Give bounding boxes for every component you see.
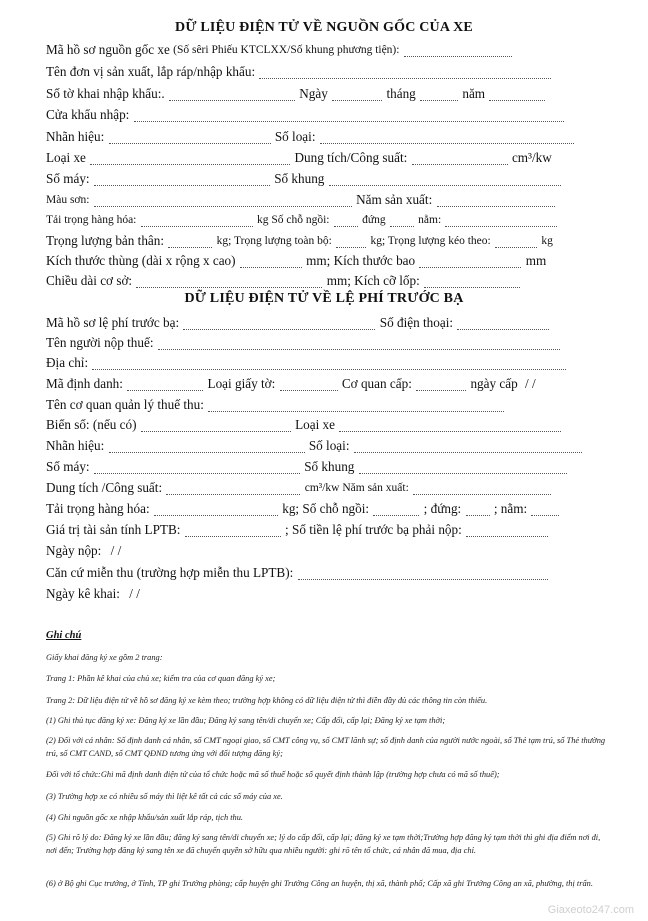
field-co-quan-cap[interactable] [416, 376, 466, 391]
field-thang[interactable] [420, 86, 458, 101]
section1-title: DỮ LIỆU ĐIỆN TỬ VỀ NGUỒN GỐC CỦA XE [175, 20, 473, 35]
field-chieu-dai-co-so[interactable] [136, 273, 322, 288]
field-so-may-lptb[interactable] [94, 459, 300, 474]
field-so-to-khai[interactable] [169, 86, 295, 101]
note-line: (1) Ghi thủ tục đăng ký xe: Đăng ký xe lần đầu; Đăng ký sang tên/di chuyển xe; Cấp đổi, cấp lại; Đăng ký xe tạm thời; [46, 716, 446, 725]
field-nam-san-xuat-lptb[interactable] [413, 480, 551, 495]
field-kich-thuoc-bao[interactable] [419, 253, 521, 268]
field-so-khung[interactable] [329, 171, 561, 186]
field-ten-don-vi[interactable] [259, 64, 551, 79]
row-bien-so: Biển số: (nếu có) Loại xe [46, 415, 586, 435]
row-mau-son: Màu sơn: Năm sản xuất: [46, 190, 586, 210]
field-dung[interactable] [390, 212, 414, 227]
note-line: (5) Ghi rõ lý do: Đăng ký xe lần đầu; đăng ký sang tên/di chuyển xe; lý do cấp đổi, cấp lại; đăng ký xe tạm thời;Trường hợp đăng ký tạm thời thì ghi địa điểm nơi đi, nơi đến; Trường hợp đăng ký sang tên xe đã chuyển quyền sở hữu qua nhiều người: ghi rõ tên tổ chức, cá nhân đã mua, địa chỉ. [46, 833, 601, 855]
field-nam-cho[interactable] [445, 212, 557, 227]
field-trong-luong-toan-bo[interactable] [336, 233, 366, 248]
note-line: (2) Đối với cá nhân: Số định danh cá nhân, số CMT ngoại giao, số CMT công vụ, số CMT lãnh sự; số định danh của người nước ngoài, số Thẻ tạm trú, số Thẻ thường trú, số CMT CAND, số CMT QĐND tương ứng với đối tượng đăng ký; [46, 736, 606, 758]
row-so-may: Số máy: Số khung [46, 169, 586, 189]
field-ngay[interactable] [332, 86, 382, 101]
field-dung-lptb[interactable] [466, 501, 490, 516]
field-can-cu[interactable] [298, 565, 548, 580]
row-ten-nguoi-nop: Tên người nộp thuế: [46, 333, 586, 353]
note-line: (6) ở Bộ ghi Cục trưởng, ở Tỉnh, TP ghi Trưởng phòng; cấp huyện ghi Trưởng Công an huyện, thị xã, thành phố; Cấp xã ghi Trưởng Công an xã, phường, thị trấn. [46, 879, 593, 888]
note-line: Đối với tổ chức:Ghi mã định danh điện tử của tổ chức hoặc mã số thuế hoặc số quyết định thành lập (trường hợp chưa có mã số thuế); [46, 770, 500, 779]
row-ten-co-quan-thue: Tên cơ quan quản lý thuế thu: [46, 395, 586, 415]
row-kich-thuoc-thung: Kích thước thùng (dài x rộng x cao) mm; Kích thước bao mm [46, 253, 547, 268]
field-ma-ho-so-lptb[interactable] [183, 315, 375, 330]
field-so-cho-lptb[interactable] [373, 501, 419, 516]
field-nhan-hieu-lptb[interactable] [109, 438, 305, 453]
row-trong-luong: Trọng lượng bản thân: kg; Trọng lượng toàn bộ: kg; Trọng lượng kéo theo: kg [46, 233, 553, 248]
field-so-loai-lptb[interactable] [354, 438, 582, 453]
note-line: Giấy khai đăng ký xe gồm 2 trang: [46, 653, 163, 662]
field-kich-co-lop[interactable] [424, 273, 520, 288]
row-ma-ho-so: Mã hồ sơ nguồn gốc xe (Số sêri Phiếu KTCLXX/Số khung phương tiện): [46, 40, 586, 60]
row-dia-chi: Địa chỉ: [46, 353, 586, 373]
field-so-khung-lptb[interactable] [359, 459, 567, 474]
field-so-tien[interactable] [466, 522, 548, 537]
field-ten-co-quan-thue[interactable] [208, 397, 504, 412]
field-bien-so[interactable] [141, 417, 291, 432]
field-tai-trong-lptb[interactable] [154, 501, 278, 516]
field-cua-khau[interactable] [134, 107, 564, 122]
field-dung-tich-lptb[interactable] [166, 480, 300, 495]
field-nam-san-xuat[interactable] [437, 192, 555, 207]
field-nhan-hieu[interactable] [109, 129, 271, 144]
row-tai-trong: Tải trọng hàng hóa: kg Số chỗ ngồi: đứng nằm: [46, 210, 586, 230]
field-ten-nguoi-nop[interactable] [158, 335, 560, 350]
field-ngay-nop[interactable]: / / [110, 543, 122, 558]
row-chieu-dai-co-so: Chiều dài cơ sở: mm; Kích cỡ lốp: [46, 271, 586, 291]
row-dung-tich-lptb: Dung tích /Công suất: cm³/kw Năm sản xuất: [46, 478, 586, 498]
field-tai-trong[interactable] [141, 212, 253, 227]
field-gia-tri[interactable] [185, 522, 281, 537]
field-loai-xe[interactable] [90, 150, 290, 165]
watermark: Giaxeoto247.com [547, 904, 634, 916]
field-ngay-ke-khai[interactable]: / / [129, 586, 140, 601]
row-tai-trong-lptb: Tải trọng hàng hóa: kg; Số chỗ ngồi: ; đứng: ; nằm: [46, 499, 586, 519]
field-loai-xe-lptb[interactable] [339, 417, 561, 432]
note-line: Trang 1: Phần kê khai của chủ xe; kiểm tra của cơ quan đăng ký xe; [46, 674, 276, 683]
note-line: (4) Ghi nguồn gốc xe nhập khẩu/sản xuất lắp ráp, tịch thu. [46, 813, 244, 822]
row-nhan-hieu-lptb: Nhãn hiệu: Số loại: [46, 436, 586, 456]
field-trong-luong-keo-theo[interactable] [495, 233, 537, 248]
field-kich-thuoc-thung[interactable] [240, 253, 302, 268]
row-so-to-khai: Số tờ khai nhập khẩu:. Ngày tháng năm [46, 84, 586, 104]
note-line: (3) Trường hợp xe có nhiều số máy thì liệt kê tất cả các số máy của xe. [46, 792, 283, 801]
field-ma-ho-so[interactable] [404, 42, 512, 57]
notes-heading: Ghi chú [46, 630, 82, 641]
row-ngay-nop: Ngày nộp: / / [46, 541, 586, 561]
section2-title: DỮ LIỆU ĐIỆN TỬ VỀ LỆ PHÍ TRƯỚC BẠ [184, 291, 464, 306]
field-ma-dinh-danh[interactable] [127, 376, 203, 391]
row-ma-dinh-danh: Mã định danh: Loại giấy tờ: Cơ quan cấp: ngày cấp / / [46, 374, 586, 394]
field-so-may[interactable] [94, 171, 270, 186]
field-so-loai[interactable] [320, 129, 574, 144]
row-nhan-hieu: Nhãn hiệu: Số loại: [46, 127, 586, 147]
row-ten-don-vi: Tên đơn vị sản xuất, lắp ráp/nhập khẩu: [46, 62, 586, 82]
field-dung-tich[interactable] [412, 150, 508, 165]
row-loai-xe: Loại xe Dung tích/Công suất: cm³/kw [46, 150, 552, 165]
row-can-cu: Căn cứ miễn thu (trường hợp miễn thu LPTB): [46, 563, 586, 583]
field-ngay-cap[interactable]: / / [524, 376, 536, 391]
row-gia-tri: Giá trị tài sản tính LPTB: ; Số tiền lệ phí trước bạ phải nộp: [46, 520, 586, 540]
row-cua-khau: Cửa khẩu nhập: [46, 105, 586, 125]
field-so-cho-ngoi[interactable] [334, 212, 358, 227]
field-so-dien-thoai[interactable] [457, 315, 549, 330]
field-loai-giay-to[interactable] [280, 376, 338, 391]
row-ma-ho-so-lptb: Mã hồ sơ lệ phí trước bạ: Số điện thoại: [46, 313, 586, 333]
field-mau-son[interactable] [94, 192, 352, 207]
row-so-may-lptb: Số máy: Số khung [46, 457, 586, 477]
note-line: Trang 2: Dữ liệu điện tử về hồ sơ đăng ký xe kèm theo; trường hợp không có dữ liệu điện tử thì điền đầy đủ các thông tin còn thiếu. [46, 696, 488, 705]
field-trong-luong-ban-than[interactable] [168, 233, 212, 248]
field-nam[interactable] [489, 86, 545, 101]
field-dia-chi[interactable] [92, 355, 566, 370]
row-ngay-ke-khai: Ngày kê khai: / / [46, 584, 586, 604]
field-nam-lptb[interactable] [531, 501, 559, 516]
